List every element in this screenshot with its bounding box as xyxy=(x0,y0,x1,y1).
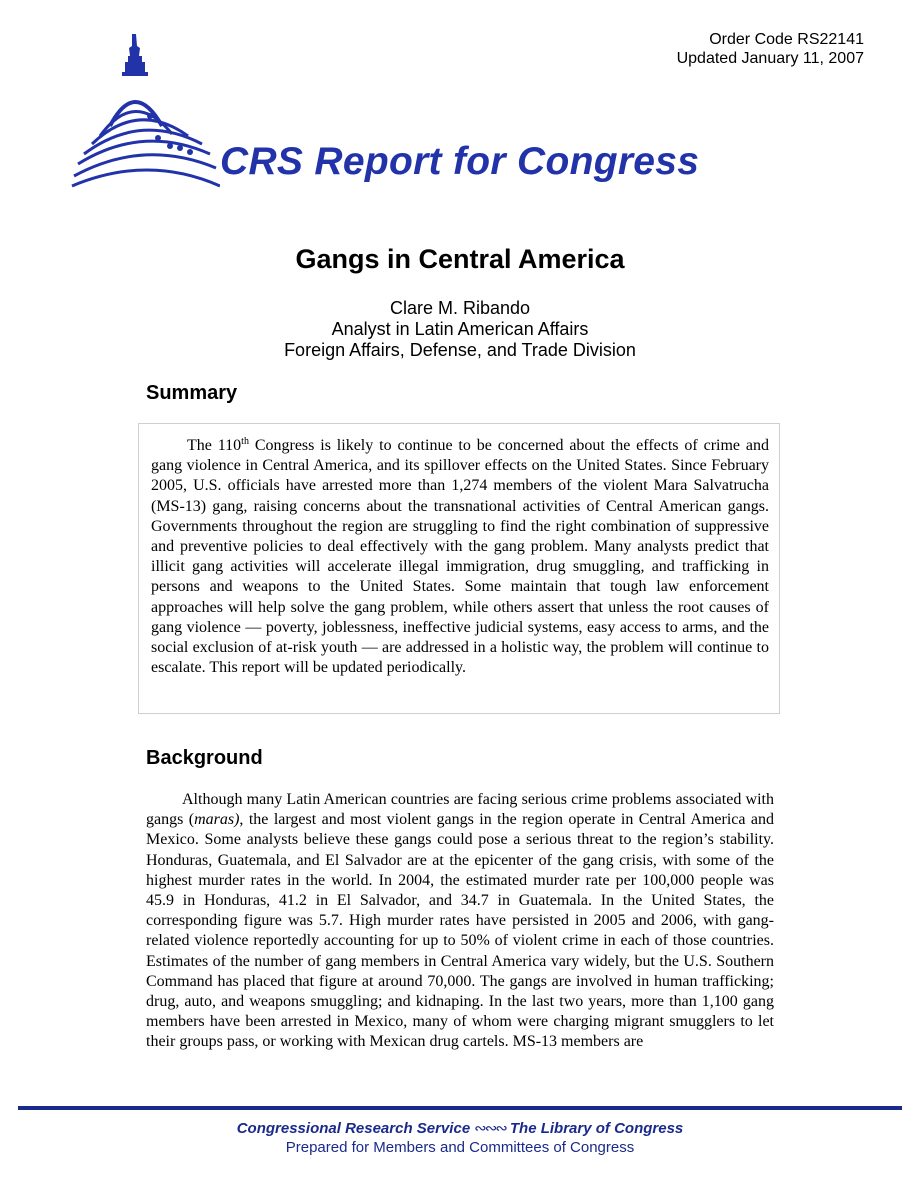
document-title: Gangs in Central America xyxy=(295,244,625,274)
summary-text-rest: Congress is likely to continue to be concerned about the effects of crime and gang violence in Central America, and its spillover effects on the United States. Since February 2005, U.S. officials have arrested more than 1,274 members of the violent Mara Salvatrucha (MS-13) gang, raising concerns about the transnational activities of Central American gangs. Governments throughout the region are struggling to find the right combination of suppressive and preventive policies to deal effectively with the gang problem. Many analysts predict that illicit gang activities will accelerate illegal immigration, drug smuggling, and trafficking in persons and weapons to the United States. Some maintain that tough law enforcement approaches will help solve the gang problem, while others assert that unless the root causes of gang violence — poverty, joblessness, ineffective judicial systems, easy access to arms, and the social exclusion of at-risk youth — are addressed in a holistic way, the problem will continue to escalate. This report will be updated periodically. xyxy=(151,437,770,677)
author-position: Analyst in Latin American Affairs xyxy=(331,319,589,339)
banner-title: CRS Report for Congress xyxy=(220,140,700,183)
summary-box xyxy=(138,423,780,714)
summary-heading: Summary xyxy=(146,382,238,404)
ornament-icon: ∾∾∾ xyxy=(474,1120,506,1137)
order-code: Order Code RS22141 xyxy=(709,31,864,48)
italic-term: maras) xyxy=(194,811,240,829)
author-division: Foreign Affairs, Defense, and Trade Division xyxy=(284,340,636,360)
capitol-dome-logo xyxy=(70,26,220,194)
ordinal-suffix: th xyxy=(241,436,249,447)
footer-org: Congressional Research Service xyxy=(236,1120,471,1137)
author-name: Clare M. Ribando xyxy=(389,298,531,318)
summary-paragraph xyxy=(151,436,769,678)
footer-org-line xyxy=(0,1119,920,1137)
background-paragraph xyxy=(146,790,774,1053)
updated-date: Updated January 11, 2007 xyxy=(676,50,864,67)
footer-library: The Library of Congress xyxy=(509,1120,684,1137)
order-info xyxy=(677,30,864,68)
footer-prepared: Prepared for Members and Committees of Congress xyxy=(285,1139,635,1156)
background-text-rest: , the largest and most violent gangs in the region operate in Central America and Mexico. Some analysts believe these gangs could pose a serious threat to the region’s stability. Honduras, Guatemala, and El Salvador are at the epicenter of the gang crisis, with some of the highest murder rates in the world. In 2004, the estimated murder rate per 100,000 people was 45.9 in Honduras, 41.2 in El Salvador, and 34.7 in Guatemala. In the United States, the corresponding figure was 5.7. High murder rates have persisted in 2005 and 2006, with gang-related violence reportedly accounting for up to 50% of violent crime in each of those countries. Estimates of the number of gang members in Central America vary widely, but the U.S. Southern Command has placed that figure at around 70,000. The gangs are involved in human trafficking; drug, auto, and weapons smuggling; and kidnaping. In the last two years, more than 1,100 gang members have been arrested in Mexico, many of whom were charging migrant smugglers to let their groups pass, or working with Mexican drug cartels. MS-13 members are xyxy=(146,811,774,1051)
footer-rule xyxy=(18,1106,902,1110)
summary-text-start: The 110 xyxy=(187,437,242,454)
background-heading: Background xyxy=(146,747,263,769)
background-text-start: Although many Latin American countries are facing serious crime problems associated with gangs ( xyxy=(146,791,774,829)
author-block xyxy=(0,298,920,361)
